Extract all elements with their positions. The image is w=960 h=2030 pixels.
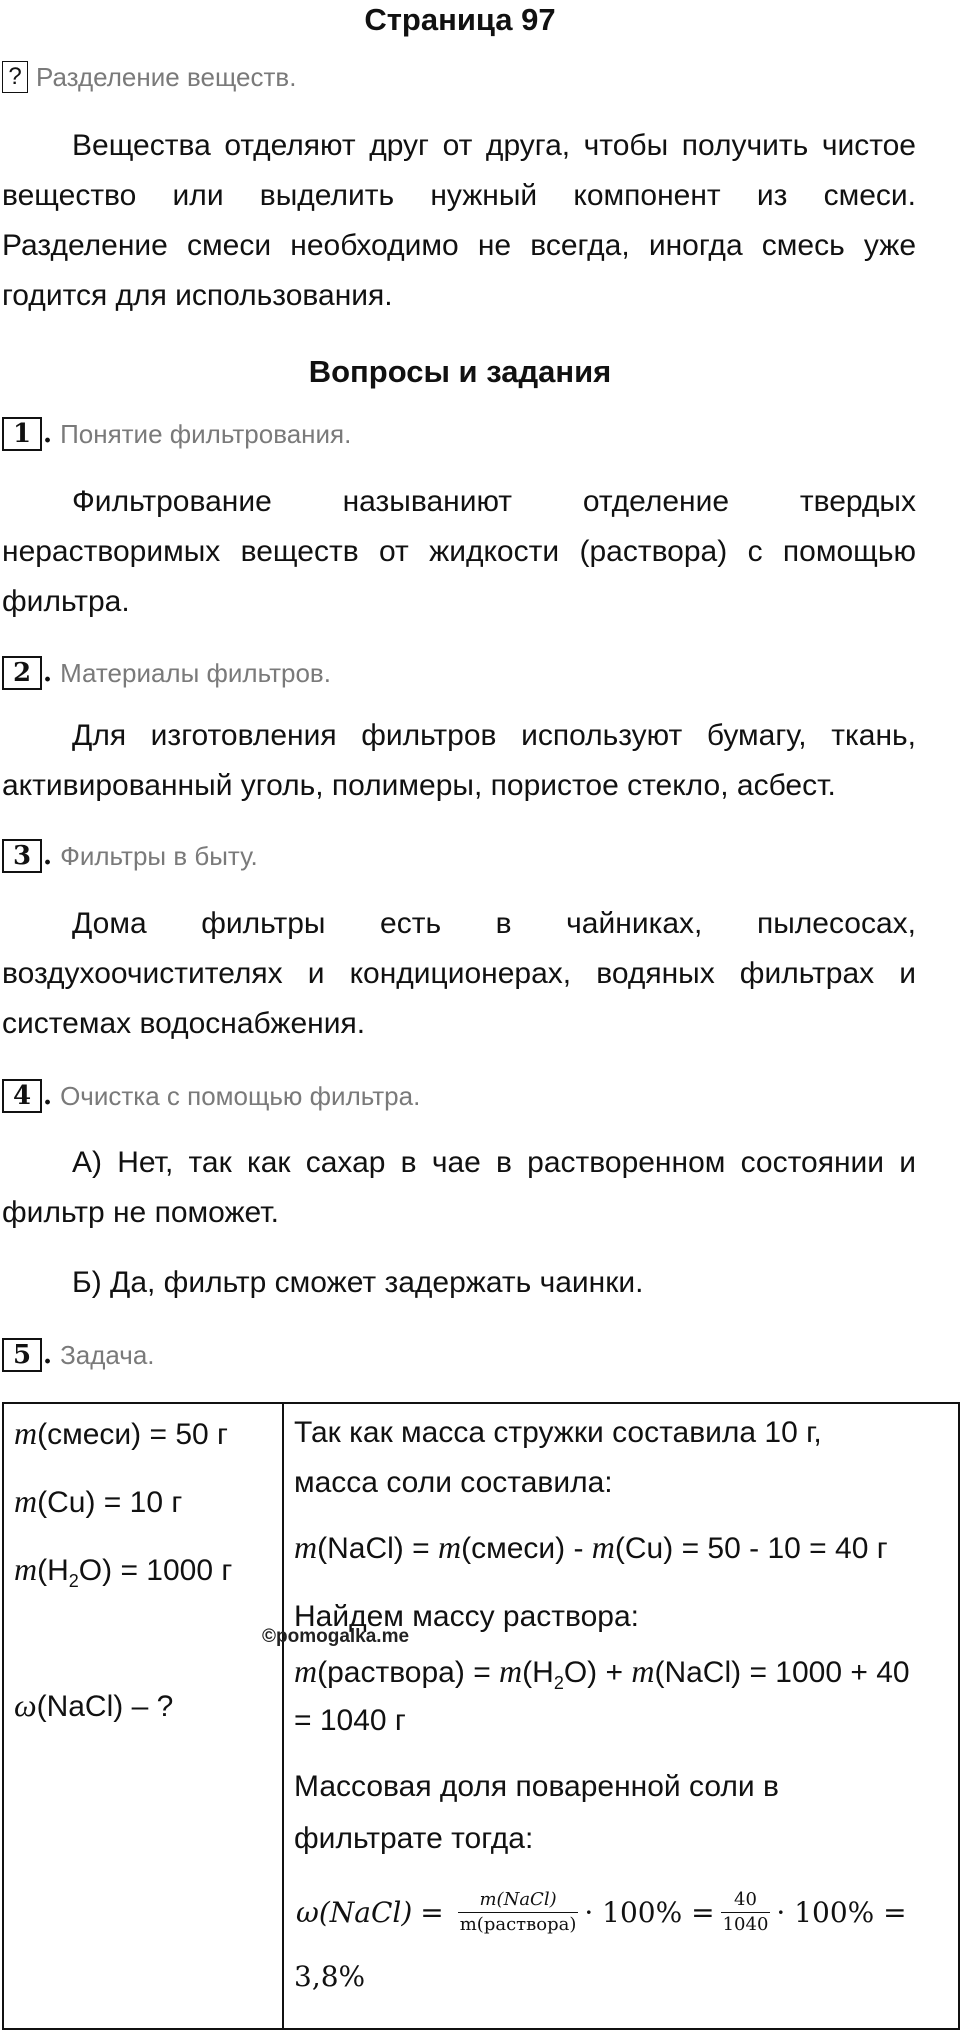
task-label: Фильтры в быту.: [60, 840, 258, 871]
fraction-1: $\frac{\text{m(NaCl)}}{\text{m(раствора)}}$: [459, 1889, 577, 1935]
task-4-answer-b: Б) Да, фильтр сможет задержать чаинки.: [72, 1266, 644, 1299]
given-copper: m(Cu) = 10 г: [14, 1483, 183, 1519]
find-mass-fraction: ω(NaCl) – ?: [14, 1687, 174, 1723]
task-3-heading: 3 . Фильтры в быту.: [2, 837, 258, 875]
task-label: Задача.: [60, 1339, 155, 1370]
solution-mass-equation: m(раствора) = $m(H_2O)$ + m(NaCl) = 1000 + 40: [294, 1653, 910, 1693]
watermark: ©pomogalka.me: [262, 1626, 410, 1647]
solution-line-2: масса соли составила:: [294, 1466, 613, 1499]
fraction-2: $\frac{40}{1040}$: [722, 1889, 769, 1935]
question-mark-box: ?: [2, 61, 28, 93]
task-number-box: 2: [2, 656, 42, 690]
final-result: 3,8%: [294, 1960, 366, 1993]
task-4-answer-a: А) Нет, так как сахар в чае в растворенном состоянии и фильтр не поможет.: [2, 1146, 916, 1229]
solution-mass-result: = 1040 г: [294, 1704, 406, 1737]
question-label: Разделение веществ.: [36, 61, 297, 92]
given-water: $m(H_2O) = 1000$ г: [14, 1551, 233, 1591]
task-1-answer: Фильтрование называниют отделение твердых нерастворимых веществ от жидкости (раствора) с помощью фильтра.: [2, 485, 916, 618]
task-number-box: 1: [2, 417, 42, 451]
task-4-heading: 4 . Очистка с помощью фильтра.: [2, 1077, 420, 1115]
task-label: Очистка с помощью фильтра.: [60, 1080, 421, 1111]
task-label: Материалы фильтров.: [60, 657, 331, 688]
solution-line-5: фильтрате тогда:: [294, 1822, 534, 1855]
task-number-box: 5: [2, 1338, 42, 1372]
salt-mass-equation: m(NaCl) = m(смеси) - m(Cu) = 50 - 10 = 40 г: [294, 1529, 888, 1565]
given-mixture: m(смеси) = 50 г: [14, 1415, 228, 1451]
task-2-answer: Для изготовления фильтров используют бумагу, ткань, активированный уголь, полимеры, пористое стекло, асбест.: [2, 719, 916, 802]
task-label: Понятие фильтрования.: [60, 418, 352, 449]
task-number-box: 4: [2, 1079, 42, 1113]
task-1-heading: 1 . Понятие фильтрования.: [2, 415, 351, 453]
solution-line-3: Найдем массу раствора:: [294, 1600, 639, 1633]
task-5-heading: 5 . Задача.: [2, 1336, 155, 1374]
given-cell: [3, 1403, 283, 2029]
solution-line-1: Так как масса стружки составила 10 г,: [294, 1416, 822, 1449]
page-title: Страница 97: [364, 2, 556, 37]
question-answer: Вещества отделяют друг от друга, чтобы получить чистое вещество или выделить нужный компонент из смеси. Разделение смеси необходимо не всегда, иногда смесь уже годится для использования.: [2, 129, 916, 312]
task-number-box: 3: [2, 839, 42, 873]
solution-line-4: Массовая доля поваренной соли в: [294, 1770, 779, 1803]
question-heading: [2, 58, 296, 96]
task-2-heading: 2 . Материалы фильтров.: [2, 654, 331, 692]
section-title: Вопросы и задания: [308, 354, 612, 389]
task-3-answer: Дома фильтры есть в чайниках, пылесосах, воздухоочистителях и кондиционерах, водяных фильтрах и системах водоснабжения.: [2, 907, 916, 1040]
mass-fraction-formula: ω(NaCl) = $\frac{\text{m(NaCl)}}{\text{m(раствора)}}$ · 100% = $\frac{40}{1040}$ · 100% =: [296, 1889, 907, 1935]
